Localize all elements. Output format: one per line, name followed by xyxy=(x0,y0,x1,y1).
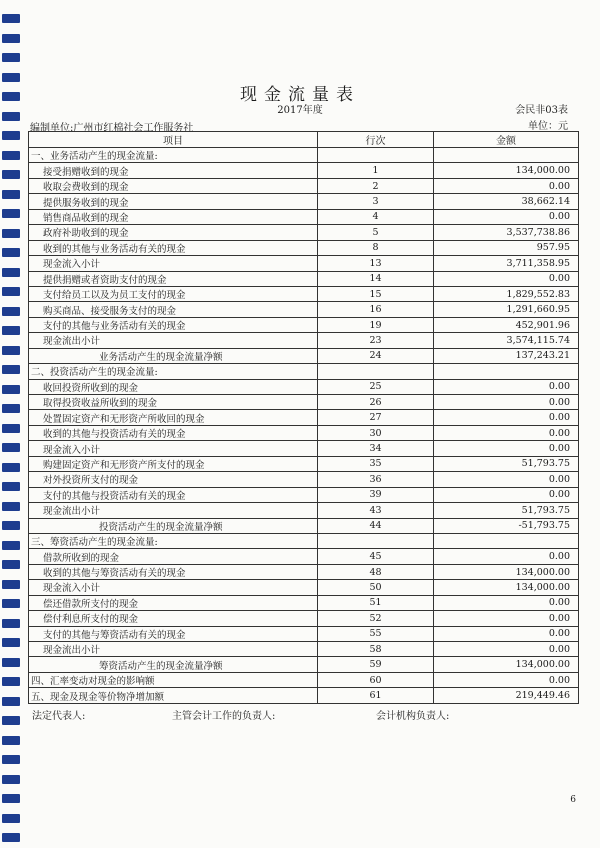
row-item-label: 现金流出小计 xyxy=(29,503,318,518)
row-amount: 452,901.96 xyxy=(434,317,579,332)
row-item-label: 购建固定资产和无形资产所支付的现金 xyxy=(29,456,318,471)
row-amount: 0.00 xyxy=(434,395,579,410)
binding-ring xyxy=(2,794,20,803)
row-line-number: 25 xyxy=(318,379,434,394)
row-amount: 219,449.46 xyxy=(434,688,579,703)
row-amount: 0.00 xyxy=(434,487,579,502)
table-row xyxy=(29,209,579,224)
binding-ring xyxy=(2,755,20,764)
row-line-number: 43 xyxy=(318,503,434,518)
row-amount: 134,000.00 xyxy=(434,163,579,178)
binding-ring xyxy=(2,287,20,296)
fiscal-year: 2017年度 xyxy=(277,105,323,116)
table-row xyxy=(29,286,579,301)
row-line-number: 44 xyxy=(318,518,434,533)
row-line-number: 19 xyxy=(318,317,434,332)
row-item-label: 现金流出小计 xyxy=(29,333,318,348)
row-amount xyxy=(434,533,579,548)
row-item-label: 现金流入小计 xyxy=(29,580,318,595)
row-line-number: 13 xyxy=(318,256,434,271)
table-row xyxy=(29,518,579,533)
row-amount: 0.00 xyxy=(434,472,579,487)
table-row xyxy=(29,672,579,687)
row-line-number: 60 xyxy=(318,672,434,687)
binding-ring xyxy=(2,14,20,23)
table-row xyxy=(29,564,579,579)
binding-ring xyxy=(2,151,20,160)
table-row xyxy=(29,456,579,471)
binding-ring xyxy=(2,502,20,511)
table-row xyxy=(29,688,579,703)
row-item-label: 支付的其他与投资活动有关的现金 xyxy=(29,487,318,502)
row-amount: -51,793.75 xyxy=(434,518,579,533)
row-amount: 134,000.00 xyxy=(434,580,579,595)
row-amount: 957.95 xyxy=(434,240,579,255)
row-line-number: 51 xyxy=(318,595,434,610)
row-amount: 0.00 xyxy=(434,642,579,657)
row-item-label: 取得投资收益所收到的现金 xyxy=(29,395,318,410)
binding-ring xyxy=(2,34,20,43)
row-line-number: 39 xyxy=(318,487,434,502)
row-amount: 0.00 xyxy=(434,441,579,456)
row-item-label: 提供服务收到的现金 xyxy=(29,194,318,209)
binding-ring xyxy=(2,248,20,257)
row-line-number: 3 xyxy=(318,194,434,209)
binding-ring xyxy=(2,385,20,394)
table-row xyxy=(29,163,579,178)
binding-ring xyxy=(2,443,20,452)
row-item-label: 处置固定资产和无形资产所收回的现金 xyxy=(29,410,318,425)
accounting-org-head-label: 会计机构负责人: xyxy=(376,711,450,722)
column-header-line: 行次 xyxy=(318,132,434,148)
row-line-number: 50 xyxy=(318,580,434,595)
row-item-label: 接受捐赠收到的现金 xyxy=(29,163,318,178)
row-line-number: 26 xyxy=(318,395,434,410)
binding-ring xyxy=(2,170,20,179)
row-line-number: 45 xyxy=(318,549,434,564)
table-row xyxy=(29,178,579,193)
row-line-number: 48 xyxy=(318,564,434,579)
binding-ring xyxy=(2,326,20,335)
row-item-label: 投资活动产生的现金流量净额 xyxy=(29,518,318,533)
binding-ring xyxy=(2,677,20,686)
row-amount: 134,000.00 xyxy=(434,657,579,672)
row-line-number: 55 xyxy=(318,626,434,641)
cash-flow-table xyxy=(28,131,579,704)
row-amount: 137,243.21 xyxy=(434,348,579,363)
row-line-number: 23 xyxy=(318,333,434,348)
row-line-number: 34 xyxy=(318,441,434,456)
binding-ring xyxy=(2,716,20,725)
row-amount: 134,000.00 xyxy=(434,564,579,579)
table-row xyxy=(29,194,579,209)
binding-ring xyxy=(2,209,20,218)
row-amount: 0.00 xyxy=(434,425,579,440)
row-item-label: 支付的其他与筹资活动有关的现金 xyxy=(29,626,318,641)
table-row xyxy=(29,503,579,518)
row-item-label: 借款所收到的现金 xyxy=(29,549,318,564)
table-row xyxy=(29,225,579,240)
row-amount: 3,537,738.86 xyxy=(434,225,579,240)
row-amount: 0.00 xyxy=(434,209,579,224)
table-row xyxy=(29,657,579,672)
row-amount: 0.00 xyxy=(434,595,579,610)
row-item-label: 四、汇率变动对现金的影响额 xyxy=(29,672,318,687)
row-amount: 0.00 xyxy=(434,178,579,193)
table-row xyxy=(29,549,579,564)
row-amount: 0.00 xyxy=(434,271,579,286)
binding-ring xyxy=(2,814,20,823)
binding-ring xyxy=(2,53,20,62)
binding-ring xyxy=(2,365,20,374)
binding-ring xyxy=(2,775,20,784)
table-row xyxy=(29,441,579,456)
row-amount: 0.00 xyxy=(434,626,579,641)
row-line-number: 24 xyxy=(318,348,434,363)
row-amount: 38,662.14 xyxy=(434,194,579,209)
row-item-label: 支付的其他与业务活动有关的现金 xyxy=(29,317,318,332)
table-row xyxy=(29,472,579,487)
table-row xyxy=(29,611,579,626)
row-line-number xyxy=(318,533,434,548)
binding-ring xyxy=(2,619,20,628)
currency-unit: 单位：元 xyxy=(528,121,568,132)
row-item-label: 现金流入小计 xyxy=(29,256,318,271)
row-item-label: 现金流出小计 xyxy=(29,642,318,657)
row-item-label: 对外投资所支付的现金 xyxy=(29,472,318,487)
page-title: 现金流量表 xyxy=(240,85,360,105)
row-item-label: 五、现金及现金等价物净增加额 xyxy=(29,688,318,703)
row-item-label: 收到的其他与投资活动有关的现金 xyxy=(29,425,318,440)
binding-ring xyxy=(2,482,20,491)
binding-ring xyxy=(2,580,20,589)
column-header-amount: 金额 xyxy=(434,132,579,148)
row-line-number: 16 xyxy=(318,302,434,317)
legal-representative-label: 法定代表人: xyxy=(32,711,86,722)
table-row xyxy=(29,379,579,394)
row-line-number: 59 xyxy=(318,657,434,672)
row-item-label: 收回投资所收到的现金 xyxy=(29,379,318,394)
row-item-label: 一、业务活动产生的现金流量: xyxy=(29,148,318,163)
row-line-number: 36 xyxy=(318,472,434,487)
row-item-label: 提供捐赠或者资助支付的现金 xyxy=(29,271,318,286)
row-line-number: 2 xyxy=(318,178,434,193)
row-amount: 0.00 xyxy=(434,549,579,564)
row-item-label: 三、筹资活动产生的现金流量: xyxy=(29,533,318,548)
form-number: 会民非03表 xyxy=(515,105,568,116)
table-row xyxy=(29,595,579,610)
binding-ring xyxy=(2,638,20,647)
row-amount: 3,574,115.74 xyxy=(434,333,579,348)
row-amount: 51,793.75 xyxy=(434,456,579,471)
table-row xyxy=(29,317,579,332)
table-row xyxy=(29,626,579,641)
binding-ring xyxy=(2,463,20,472)
row-line-number xyxy=(318,148,434,163)
column-header-item: 项目 xyxy=(29,132,318,148)
row-amount: 1,291,660.95 xyxy=(434,302,579,317)
row-line-number: 27 xyxy=(318,410,434,425)
binding-ring xyxy=(2,229,20,238)
row-amount xyxy=(434,148,579,163)
table-row xyxy=(29,580,579,595)
table-row xyxy=(29,256,579,271)
row-item-label: 业务活动产生的现金流量净额 xyxy=(29,348,318,363)
row-item-label: 收取会费收到的现金 xyxy=(29,178,318,193)
row-amount xyxy=(434,364,579,379)
table-row xyxy=(29,395,579,410)
table-row xyxy=(29,364,579,379)
row-item-label: 购买商品、接受服务支付的现金 xyxy=(29,302,318,317)
row-line-number: 30 xyxy=(318,425,434,440)
table-row xyxy=(29,410,579,425)
row-line-number: 1 xyxy=(318,163,434,178)
row-amount: 3,711,358.95 xyxy=(434,256,579,271)
row-item-label: 收到的其他与筹资活动有关的现金 xyxy=(29,564,318,579)
spiral-binding xyxy=(0,0,24,848)
row-amount: 0.00 xyxy=(434,379,579,394)
row-line-number xyxy=(318,364,434,379)
row-item-label: 二、投资活动产生的现金流量: xyxy=(29,364,318,379)
table-row xyxy=(29,302,579,317)
row-amount: 0.00 xyxy=(434,410,579,425)
table-row xyxy=(29,487,579,502)
row-line-number: 58 xyxy=(318,642,434,657)
row-item-label: 偿付利息所支付的现金 xyxy=(29,611,318,626)
binding-ring xyxy=(2,424,20,433)
table-row xyxy=(29,271,579,286)
binding-ring xyxy=(2,560,20,569)
row-line-number: 14 xyxy=(318,271,434,286)
binding-ring xyxy=(2,599,20,608)
binding-ring xyxy=(2,268,20,277)
binding-ring xyxy=(2,658,20,667)
table-row xyxy=(29,240,579,255)
row-line-number: 4 xyxy=(318,209,434,224)
table-row xyxy=(29,348,579,363)
binding-ring xyxy=(2,521,20,530)
row-item-label: 偿还借款所支付的现金 xyxy=(29,595,318,610)
binding-ring xyxy=(2,736,20,745)
row-item-label: 销售商品收到的现金 xyxy=(29,209,318,224)
table-header-row xyxy=(29,132,579,148)
row-amount: 0.00 xyxy=(434,611,579,626)
table-row xyxy=(29,533,579,548)
binding-ring xyxy=(2,131,20,140)
row-line-number: 5 xyxy=(318,225,434,240)
accounting-head-label: 主管会计工作的负责人: xyxy=(172,711,276,722)
binding-ring xyxy=(2,697,20,706)
row-amount: 51,793.75 xyxy=(434,503,579,518)
table-row xyxy=(29,425,579,440)
row-line-number: 15 xyxy=(318,286,434,301)
reporting-organization: 编制单位:广州市红棉社会工作服务社 xyxy=(30,123,194,134)
binding-ring xyxy=(2,307,20,316)
binding-ring xyxy=(2,833,20,842)
row-line-number: 35 xyxy=(318,456,434,471)
row-line-number: 52 xyxy=(318,611,434,626)
table-row xyxy=(29,642,579,657)
page-number: 6 xyxy=(570,795,576,805)
row-item-label: 政府补助收到的现金 xyxy=(29,225,318,240)
row-amount: 1,829,552.83 xyxy=(434,286,579,301)
row-item-label: 现金流入小计 xyxy=(29,441,318,456)
row-line-number: 8 xyxy=(318,240,434,255)
row-line-number: 61 xyxy=(318,688,434,703)
row-item-label: 筹资活动产生的现金流量净额 xyxy=(29,657,318,672)
table-row xyxy=(29,333,579,348)
binding-ring xyxy=(2,404,20,413)
table-row xyxy=(29,148,579,163)
binding-ring xyxy=(2,346,20,355)
binding-ring xyxy=(2,190,20,199)
row-amount: 0.00 xyxy=(434,672,579,687)
row-item-label: 收到的其他与业务活动有关的现金 xyxy=(29,240,318,255)
row-item-label: 支付给员工以及为员工支付的现金 xyxy=(29,286,318,301)
binding-ring xyxy=(2,541,20,550)
